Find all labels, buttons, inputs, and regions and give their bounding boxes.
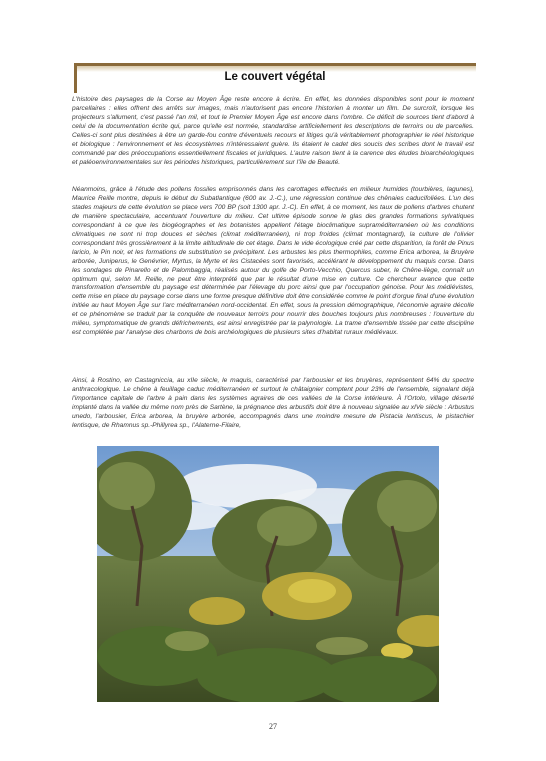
page-title: Le couvert végétal	[224, 71, 326, 83]
title-frame	[74, 63, 476, 93]
landscape-photo	[97, 446, 439, 702]
paragraph-3: Ainsi, à Rostino, en Castagniccia, au xIIe siècle, le maquis, caractérisé par l'arbousier et les bruyères, représentent 64% du spectre anthracologique. Le chêne à feuillage caduc méditerranéen et surtout le châtaignier comptent pour 23% de l'ensemble, signalant déjà l'importance capitale de l'arbre à pain dans les systèmes agraires de ces vallées de la Corse intérieure. À l'Ortolo, village déserté implanté dans la vallée du même nom près de Sartène, la prégnance des arbustifs doit être à nouveau signalée au xIVe siècle : Arbustus unedo, l'arbousier, Erica arborea, la bruyère arborée, accompagnés dans une moindre mesure de Pistacia lentiscus, le pistachier lentisque, de Rhamnus sp.-Phillyrea sp., l'Alaterne-Filaire,	[72, 377, 474, 429]
paragraph-2: Néanmoins, grâce à l'étude des pollens fossiles emprisonnés dans les carottages effectués en milieux humides (tourbières, lagunes), Maurice Reille montre, depuis le début du Subatlantique (600 av. J.-C.), une régression continue des chênaies caducifoliées. L'un des stades majeurs de cette évolution se place vers 700 BP (soit 1300 apr. J.-C). En effet, à ce moment, les taux de pollens d'arbres chutent de manière spectaculaire, accentuant l'ouverture du milieu. Cet ultime épisode sonne le glas des grandes formations sylvatiques correspondant à ce que les biogéographes et les botanistes appellent l'étage bioclimatique supraméditerranéen où les conditions climatiques ne sont ni trop douces et sèches (climat méditerranéen), ni trop froides (climat montagnard), la culture de l'olivier correspondant très grossièrement à la limite altitudinale de cet étage. Dans le vide écologique créé par cette disparition, la forêt de Pinus laricio, le Pin noir, et les formations de substitution se précipitent. Les arbustes les plus thermophiles, comme Erica arborea, la Bruyère arborée, Juniperus, le Genévrier, Myrtus, la Myrte et les Cistacées sont favorisés, accélérant le développement du maquis corse. Dans les sondages de Pinarello et de Palombaggia, réalisés autour du golfe de Porto-Vecchio, Quercus suber, le Chêne-liège, connaît un optimum qui, selon M. Reille, ne peut être interprété que par le résultat d'une mise en culture. Ce chercheur avance que cette transformation d'ensemble du paysage est déterminée par l'élevage du porc ainsi que par l'occupation génoise. Pour les médiévistes, cette mise en place du paysage corse dans une forme presque définitive doit être considérée comme le point d'orgue final d'une évolution initiée au haut Moyen Âge sur l'arc méditerranéen nord-occidental. En effet, sous la pression démographique, l'économie agraire décolle et ce phénomène se traduit par la conquête de nouveaux terroirs pour nourrir des bouches toujours plus nombreuses : l'ouverture du milieu, symptomatique de grands défrichements, est ainsi enregistrée par la palynologie. La trame d'ensemble tissée par cette discipline est complétée par l'analyse des charbons de bois archéologiques de plusieurs sites d'habitat ruraux médiévaux.	[72, 186, 474, 337]
page-number: 27	[269, 722, 277, 731]
paragraph-1: L'histoire des paysages de la Corse au Moyen Âge reste encore à écrire. En effet, les données disponibles sont pour le moment parcellaires : elles offrent des arrêts sur images, mais n'autorisent pas encore l'historien à monter un film. De surcroît, lorsque les projecteurs s'allument, c'est passé l'an mil, et tout le Premier Moyen Âge est encore dans l'ombre. Ce déficit de sources tient d'abord à celui de la documentation écrite qui, parce qu'elle est normée, standardise artificiellement les descriptions de terroirs ou de parcelles. Celles-ci sont plus destinées à être un garde-fou contre d'éventuels recours et litiges qu'à véritablement photographier le réel historique et biologique : l'environnement et les écosystèmes n'intéressaient guère. Ils étaient le cadet des soucis des scribes dont le travail est commandé par des préoccupations essentiellement fiscales et juridiques. L'autre raison tient à la carence des études bioarchéologiques et paléoenvironnementales sur les périodes historiques, particulièrement sur l'île de Beauté.	[72, 96, 474, 166]
